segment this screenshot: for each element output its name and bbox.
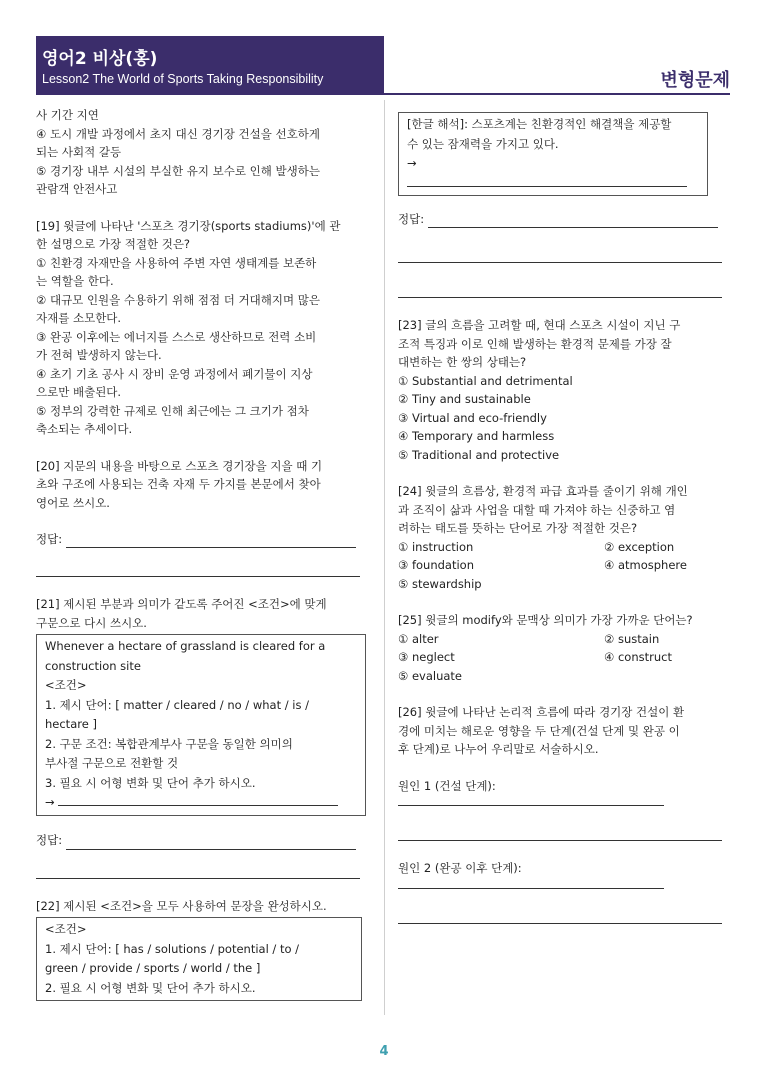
option-item[interactable]: ⑤ stewardship: [398, 576, 482, 591]
option-item[interactable]: ④ construct: [604, 650, 672, 664]
question-stem: [22] 제시된 <조건>을 모두 사용하여 문장을 완성하시오.: [36, 898, 327, 913]
question-stem: 조적 특징과 이로 인해 발생하는 환경적 문제를 가장 잘: [398, 336, 672, 351]
answer-line[interactable]: [36, 526, 370, 548]
box-line: construction site: [45, 658, 141, 673]
arrow-icon: →: [45, 795, 55, 809]
question-25: [398, 611, 732, 685]
box-line: 3. 필요 시 어형 변화 및 단어 추가 하시오.: [45, 775, 256, 790]
blank-answer-line[interactable]: [36, 850, 360, 879]
section-label: 변형문제: [660, 70, 730, 91]
answer-label: 정답:: [36, 531, 63, 546]
condition-box: [36, 917, 362, 1001]
answer-label: 정답:: [36, 833, 63, 847]
question-19: [36, 217, 370, 439]
box-line: 수 있는 잠재력을 가지고 있다.: [407, 136, 559, 151]
column-divider: [384, 100, 385, 1015]
box-line: 1. 제시 단어: [ matter / cleared / no / what / is /: [45, 697, 309, 712]
question-stem: [20] 지문의 내용을 바탕으로 스포츠 경기장을 지을 때 기: [36, 458, 323, 473]
question-stem: 구문으로 다시 쓰시오.: [36, 615, 147, 630]
cause-2-label: 원인 2 (완공 이후 단계):: [398, 861, 522, 875]
question-stem: 후 단계)로 나누어 우리말로 서술하시오.: [398, 742, 599, 756]
continued-line: ⑤ 경기장 내부 시설의 부실한 유지 보수로 인해 발생하는: [36, 163, 320, 178]
box-line: green / provide / sports / world / the ]: [45, 961, 261, 975]
question-stem: 한 설명으로 가장 적절한 것은?: [36, 237, 191, 251]
blank-answer-line[interactable]: [398, 878, 664, 889]
question-23: [398, 316, 732, 464]
translation-box: [398, 112, 708, 196]
header-rule: [36, 93, 730, 95]
option-item[interactable]: ① alter: [398, 631, 439, 646]
arrow-answer[interactable]: [45, 793, 357, 813]
box-line: <조건>: [45, 922, 87, 936]
question-stem: 려하는 태도를 뜻하는 단어로 가장 적절한 것은?: [398, 521, 638, 535]
option-line[interactable]: ① 친환경 자재만을 사용하여 주변 자연 생태계를 보존하: [36, 255, 317, 270]
question-stem: [19] 윗글에 나타난 '스포츠 경기장(sports stadiums)'에 관: [36, 218, 341, 233]
question-26: [398, 703, 732, 924]
question-stem: [21] 제시된 부분과 의미가 같도록 주어진 <조건>에 맞게: [36, 597, 327, 611]
option-item[interactable]: ① instruction: [398, 539, 474, 554]
worksheet-title: 영어2 비상(홍): [42, 49, 158, 69]
blank-answer-line[interactable]: [398, 795, 664, 806]
question-stem: [26] 윗글에 나타난 논리적 흐름에 따라 경기장 건설이 환: [398, 705, 685, 719]
blank-answer-line[interactable]: [36, 548, 360, 577]
option-line[interactable]: ⑤ Traditional and protective: [398, 447, 560, 462]
box-line: 2. 필요 시 어형 변화 및 단어 추가 하시오.: [45, 980, 256, 995]
box-line: 2. 구문 조건: 복합관계부사 구문을 동일한 의미의: [45, 736, 293, 751]
box-line: [한글 해석]: 스포츠계는 친환경적인 해결책을 제공할: [407, 117, 672, 131]
option-line[interactable]: ④ Temporary and harmless: [398, 429, 555, 443]
question-20: [36, 457, 370, 578]
option-line[interactable]: 는 역할을 한다.: [36, 274, 114, 288]
question-24: [398, 482, 732, 593]
continued-line: 사 기간 지연: [36, 108, 99, 122]
option-line[interactable]: ③ Virtual and eco-friendly: [398, 410, 547, 425]
option-line[interactable]: ③ 완공 이후에는 에너지를 스스로 생산하므로 전력 소비: [36, 329, 317, 344]
option-line[interactable]: ② Tiny and sustainable: [398, 392, 531, 406]
arrow-answer[interactable]: [407, 154, 699, 193]
question-stem: 초와 구조에 사용되는 건축 자재 두 가지를 본문에서 찾아: [36, 477, 321, 491]
box-line: 부사절 구문으로 전환할 것: [45, 756, 179, 770]
blank-answer-line[interactable]: [398, 228, 722, 263]
continued-line: 관람객 안전사고: [36, 182, 118, 196]
option-item[interactable]: ⑤ evaluate: [398, 668, 463, 683]
header-banner: [36, 36, 384, 94]
left-column: [36, 106, 370, 1003]
option-line[interactable]: ② 대규모 인원을 수용하기 위해 점점 더 거대해지며 많은: [36, 292, 320, 307]
option-item[interactable]: ③ foundation: [398, 558, 475, 572]
question-stem: 과 조직이 삶과 사업을 대할 때 가져야 하는 신중하고 염: [398, 502, 676, 517]
continued-line: 되는 사회적 갈등: [36, 145, 122, 159]
answer-line[interactable]: [36, 828, 370, 850]
question-22: [36, 897, 370, 1002]
answer-line[interactable]: [398, 206, 732, 228]
option-line[interactable]: ① Substantial and detrimental: [398, 373, 573, 388]
option-item[interactable]: ② sustain: [604, 631, 660, 646]
option-item[interactable]: ③ neglect: [398, 650, 455, 664]
page-number: 4: [379, 1044, 389, 1059]
box-line: <조건>: [45, 678, 87, 692]
box-line: 1. 제시 단어: [ has / solutions / potential / to /: [45, 941, 300, 956]
question-21: [36, 595, 370, 879]
condition-box: [36, 634, 366, 816]
right-column: [398, 110, 732, 924]
question-stem: [23] 글의 흐름을 고려할 때, 현대 스포츠 시설이 지닌 구: [398, 318, 681, 332]
option-item[interactable]: ② exception: [604, 539, 675, 554]
option-line[interactable]: 자재를 소모한다.: [36, 311, 122, 325]
lesson-subtitle: Lesson2 The World of Sports Taking Responsibility: [42, 72, 324, 86]
blank-answer-line[interactable]: [398, 806, 722, 841]
option-item[interactable]: ④ atmosphere: [604, 558, 687, 572]
question-stem: 영어로 쓰시오.: [36, 495, 110, 510]
question-stem: [25] 윗글의 modify와 문맥상 의미가 가장 가까운 단어는?: [398, 613, 693, 627]
question-stem: 대변하는 한 쌍의 상태는?: [398, 355, 527, 369]
continued-line: ④ 도시 개발 과정에서 초지 대신 경기장 건설을 선호하게: [36, 126, 320, 141]
option-line[interactable]: ⑤ 정부의 강력한 규제로 인해 최근에는 그 크기가 점차: [36, 403, 309, 418]
blank-answer-line[interactable]: [398, 263, 722, 298]
answer-label: 정답:: [398, 211, 425, 226]
question-stem: 경에 미치는 해로운 영향을 두 단계(건설 단계 및 완공 이: [398, 723, 680, 738]
option-line[interactable]: ④ 초기 기초 공사 시 장비 운영 과정에서 폐기물이 지상: [36, 366, 313, 381]
box-line: hectare ]: [45, 717, 97, 731]
cause-1-label: 원인 1 (건설 단계):: [398, 778, 496, 793]
box-line: Whenever a hectare of grassland is cleared for a: [45, 639, 326, 653]
option-line[interactable]: 가 전혀 발생하지 않는다.: [36, 348, 162, 362]
arrow-icon: →: [407, 156, 417, 170]
option-line[interactable]: 으로만 배출된다.: [36, 385, 122, 399]
question-stem: [24] 윗글의 흐름상, 환경적 파급 효과를 줄이기 위해 개인: [398, 484, 688, 498]
option-line[interactable]: 축소되는 추세이다.: [36, 422, 133, 436]
blank-answer-line[interactable]: [398, 889, 722, 924]
